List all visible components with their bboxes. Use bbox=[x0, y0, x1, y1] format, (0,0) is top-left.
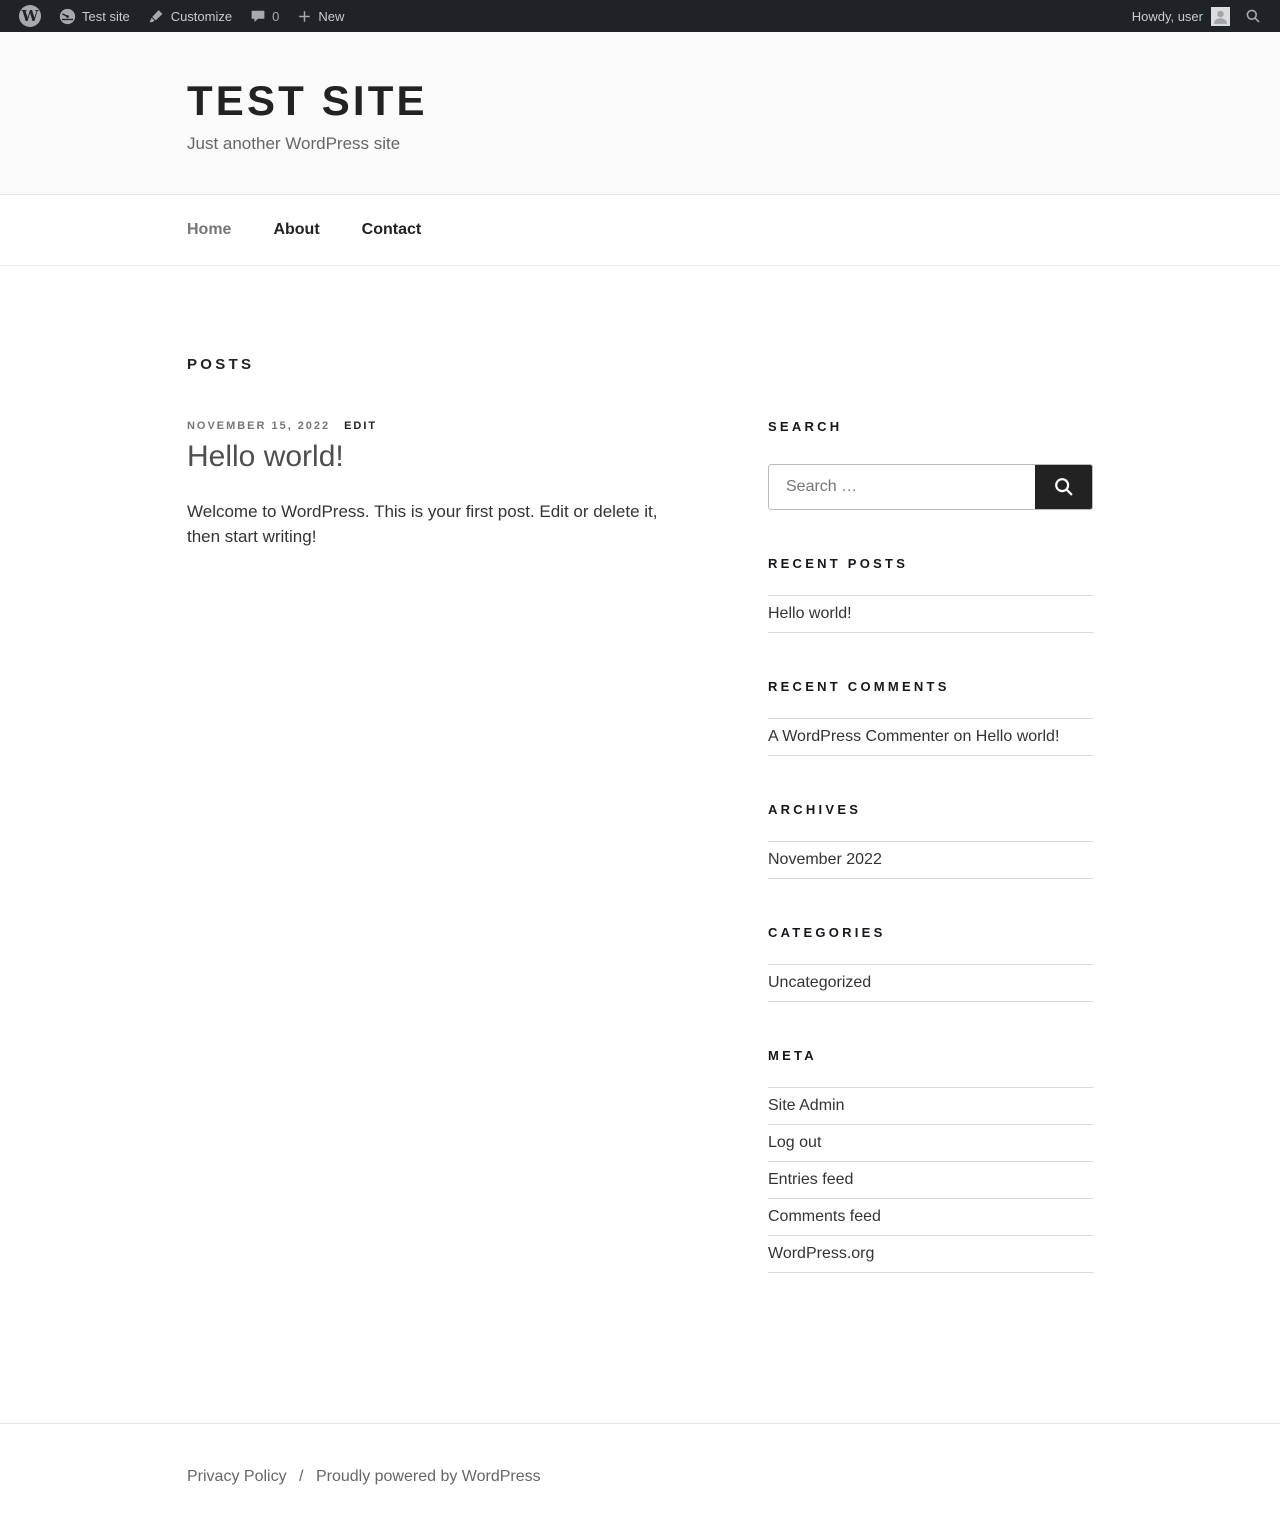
comment-count-badge: 0 bbox=[272, 8, 280, 24]
recent-posts-widget bbox=[768, 556, 1093, 633]
list-item bbox=[768, 719, 1093, 756]
admin-bar-customize-label: Customize bbox=[170, 8, 233, 24]
meta-widget bbox=[768, 1048, 1093, 1273]
post-meta bbox=[187, 420, 687, 432]
admin-bar-right bbox=[1126, 0, 1270, 32]
meta-heading: META bbox=[768, 1048, 817, 1064]
list-item bbox=[768, 965, 1093, 1002]
site-footer bbox=[0, 1423, 1280, 1532]
search-form bbox=[768, 464, 1093, 510]
search-widget bbox=[768, 419, 1093, 510]
list-item bbox=[768, 596, 1093, 633]
comment-bubble-icon bbox=[250, 8, 266, 24]
posts-section-heading: POSTS bbox=[187, 356, 255, 374]
admin-bar bbox=[0, 0, 1280, 32]
admin-bar-my-account[interactable] bbox=[1126, 0, 1236, 32]
wordpress-logo-menu[interactable] bbox=[10, 0, 50, 32]
comments-feed-link[interactable]: Comments feed bbox=[768, 1208, 881, 1226]
footer-separator: / bbox=[299, 1468, 304, 1486]
site-title[interactable]: TEST SITE bbox=[187, 77, 428, 124]
list-item bbox=[768, 1199, 1093, 1236]
recent-posts-heading: RECENT POSTS bbox=[768, 556, 909, 572]
category-link[interactable]: Uncategorized bbox=[768, 974, 872, 992]
list-item bbox=[768, 842, 1093, 879]
categories-widget bbox=[768, 925, 1093, 1002]
posts-column bbox=[187, 356, 687, 1319]
site-header bbox=[0, 32, 1280, 195]
post-article bbox=[187, 420, 687, 549]
search-icon bbox=[1245, 8, 1261, 24]
search-submit-button[interactable] bbox=[1035, 465, 1092, 509]
log-out-link[interactable]: Log out bbox=[768, 1134, 822, 1152]
plus-icon bbox=[297, 9, 312, 24]
commented-post-link[interactable]: Hello world! bbox=[975, 728, 1060, 746]
primary-navigation bbox=[0, 195, 1280, 266]
post-date-link[interactable]: NOVEMBER 15, 2022 bbox=[187, 420, 331, 433]
recent-comments-heading: RECENT COMMENTS bbox=[768, 679, 950, 695]
post-body: Welcome to WordPress. This is your first post. Edit or delete it, then start writing! bbox=[187, 502, 658, 546]
search-widget-heading: SEARCH bbox=[768, 419, 843, 435]
sidebar bbox=[768, 419, 1093, 1319]
search-input[interactable] bbox=[769, 465, 1035, 509]
admin-bar-search[interactable] bbox=[1236, 0, 1270, 32]
archives-widget bbox=[768, 802, 1093, 879]
list-item bbox=[768, 1236, 1093, 1273]
wordpress-org-link[interactable]: WordPress.org bbox=[768, 1245, 875, 1263]
wordpress-logo-icon: W bbox=[19, 5, 41, 27]
search-icon bbox=[1053, 476, 1075, 498]
admin-bar-customize[interactable] bbox=[139, 0, 241, 32]
entries-feed-link[interactable]: Entries feed bbox=[768, 1171, 854, 1189]
comment-author-link[interactable]: A WordPress Commenter bbox=[768, 728, 950, 746]
admin-bar-site-label: Test site bbox=[82, 8, 130, 24]
categories-heading: CATEGORIES bbox=[768, 925, 886, 941]
post-title-link[interactable]: Hello world! bbox=[187, 440, 344, 474]
list-item bbox=[768, 1088, 1093, 1125]
archive-link[interactable]: November 2022 bbox=[768, 851, 882, 869]
paintbrush-icon bbox=[148, 8, 165, 25]
recent-comments-widget bbox=[768, 679, 1093, 756]
nav-item-contact[interactable]: Contact bbox=[361, 221, 422, 239]
nav-item-about[interactable]: About bbox=[273, 221, 320, 239]
nav-item-home[interactable]: Home bbox=[187, 221, 232, 239]
admin-bar-comments[interactable] bbox=[241, 0, 288, 32]
dashboard-gauge-icon bbox=[59, 8, 76, 25]
admin-bar-site-name[interactable] bbox=[50, 0, 139, 32]
list-item bbox=[768, 1162, 1093, 1199]
user-avatar bbox=[1211, 7, 1230, 26]
admin-bar-left bbox=[10, 0, 353, 32]
site-content bbox=[187, 266, 1093, 1423]
site-tagline: Just another WordPress site bbox=[187, 134, 401, 154]
site-admin-link[interactable]: Site Admin bbox=[768, 1097, 845, 1115]
comment-connector: on bbox=[953, 728, 972, 746]
recent-post-link[interactable]: Hello world! bbox=[768, 605, 852, 623]
howdy-label: Howdy, user bbox=[1131, 8, 1203, 24]
list-item bbox=[768, 1125, 1093, 1162]
privacy-policy-link[interactable]: Privacy Policy bbox=[187, 1468, 287, 1486]
archives-heading: ARCHIVES bbox=[768, 802, 862, 818]
admin-bar-new[interactable] bbox=[288, 0, 353, 32]
post-edit-link[interactable]: EDIT bbox=[344, 420, 378, 433]
admin-bar-new-label: New bbox=[318, 8, 345, 24]
powered-by-link[interactable]: Proudly powered by WordPress bbox=[315, 1468, 541, 1486]
